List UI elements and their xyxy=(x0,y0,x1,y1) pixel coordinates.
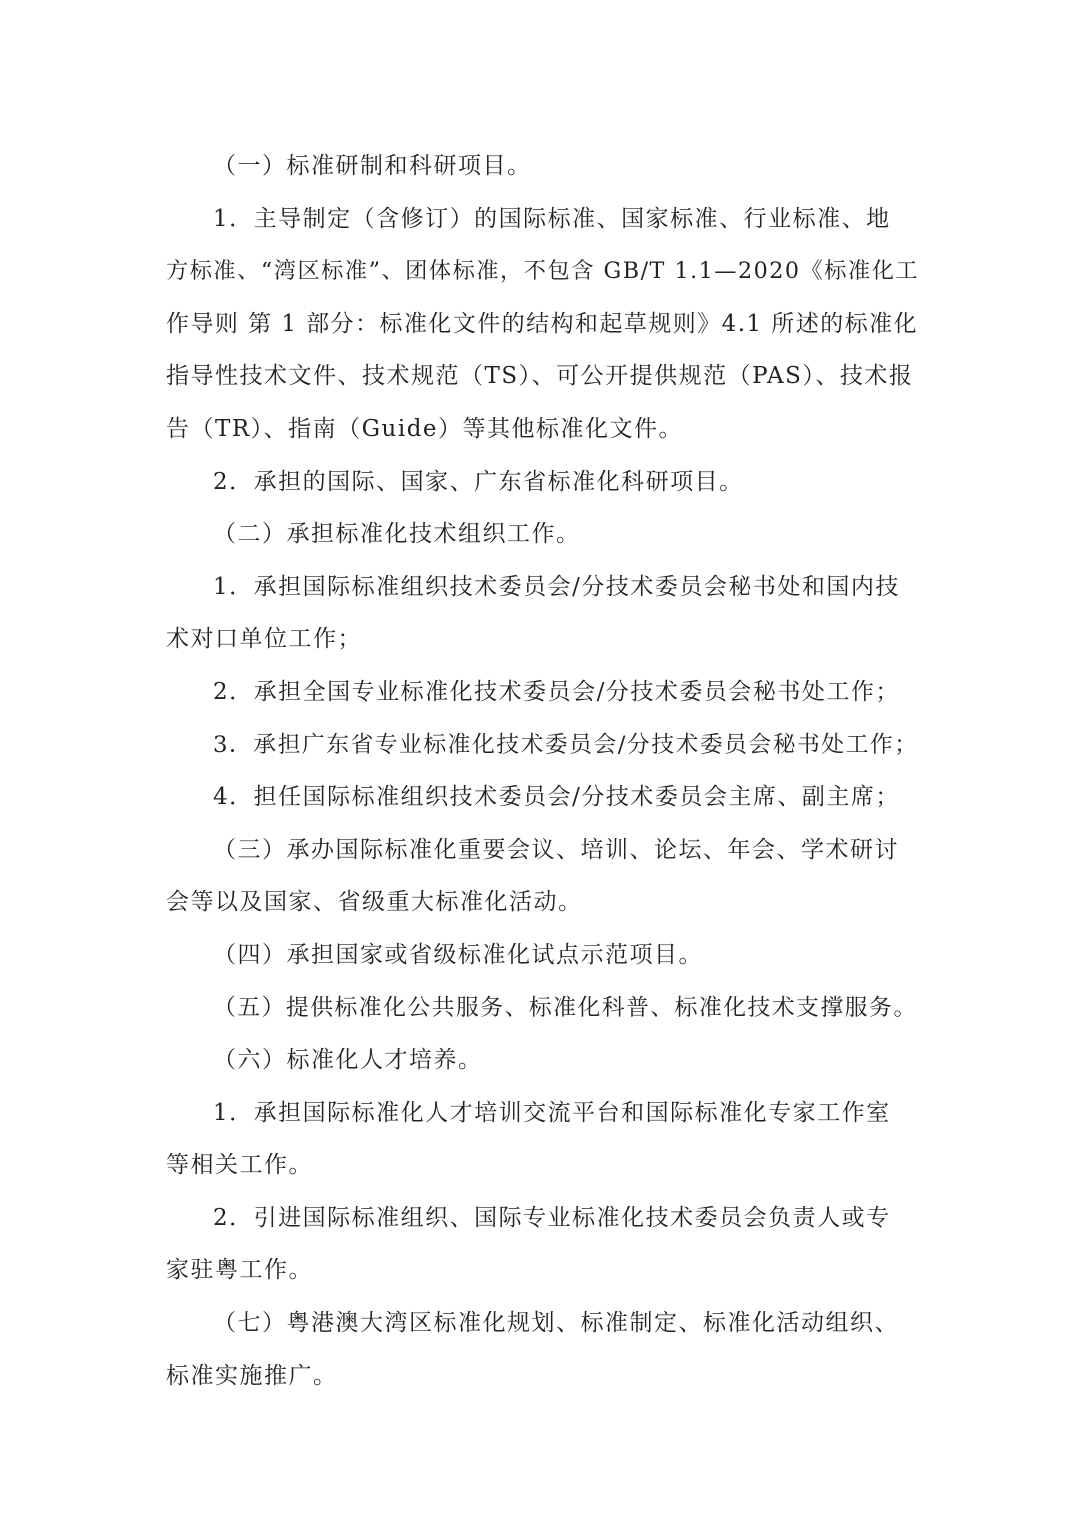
text-line: 等相关工作。 xyxy=(166,1152,313,1179)
text-line: 术对口单位工作； xyxy=(166,626,362,653)
text-line: （二）承担标准化技术组织工作。 xyxy=(213,521,581,548)
text-line: 家驻粤工作。 xyxy=(166,1257,313,1284)
text-line: 2．引进国际标准组织、国际专业标准化技术委员会负责人或专 xyxy=(213,1204,891,1231)
text-line: 2．承担的国际、国家、广东省标准化科研项目。 xyxy=(213,468,744,495)
document-body xyxy=(166,140,918,1402)
text-line: 1．主导制定（含修订）的国际标准、国家标准、行业标准、地 xyxy=(213,205,891,232)
text-line: 方标准、“湾区标准”、团体标准，不包含 GB/T 1.1—2020《标准化工 xyxy=(166,258,920,285)
text-line: 标准实施推广。 xyxy=(166,1362,338,1389)
text-line: （四）承担国家或省级标准化试点示范项目。 xyxy=(213,941,703,968)
text-line: 告（TR）、指南（Guide）等其他标准化文件。 xyxy=(166,415,684,442)
text-line: （五）提供标准化公共服务、标准化科普、标准化技术支撑服务。 xyxy=(213,994,918,1021)
text-line: （七）粤港澳大湾区标准化规划、标准制定、标准化活动组织、 xyxy=(213,1310,899,1337)
text-line: 3．承担广东省专业标准化技术委员会/分技术委员会秘书处工作； xyxy=(213,731,919,758)
text-line: （三）承办国际标准化重要会议、培训、论坛、年会、学术研讨 xyxy=(213,836,899,863)
text-line: 4．担任国际标准组织技术委员会/分技术委员会主席、副主席； xyxy=(213,784,900,811)
text-line: 会等以及国家、省级重大标准化活动。 xyxy=(166,889,583,916)
text-line: 1．承担国际标准组织技术委员会/分技术委员会秘书处和国内技 xyxy=(213,573,900,600)
text-line: 2．承担全国专业标准化技术委员会/分技术委员会秘书处工作； xyxy=(213,678,900,705)
text-line: 作导则 第 1 部分：标准化文件的结构和起草规则》4.1 所述的标准化 xyxy=(166,310,919,337)
text-line: （六）标准化人才培养。 xyxy=(213,1047,483,1074)
text-line: （一）标准研制和科研项目。 xyxy=(213,153,532,179)
text-line: 指导性技术文件、技术规范（TS）、可公开提供规范（PAS）、技术报 xyxy=(166,363,914,390)
text-line: 1．承担国际标准化人才培训交流平台和国际标准化专家工作室 xyxy=(213,1099,891,1126)
